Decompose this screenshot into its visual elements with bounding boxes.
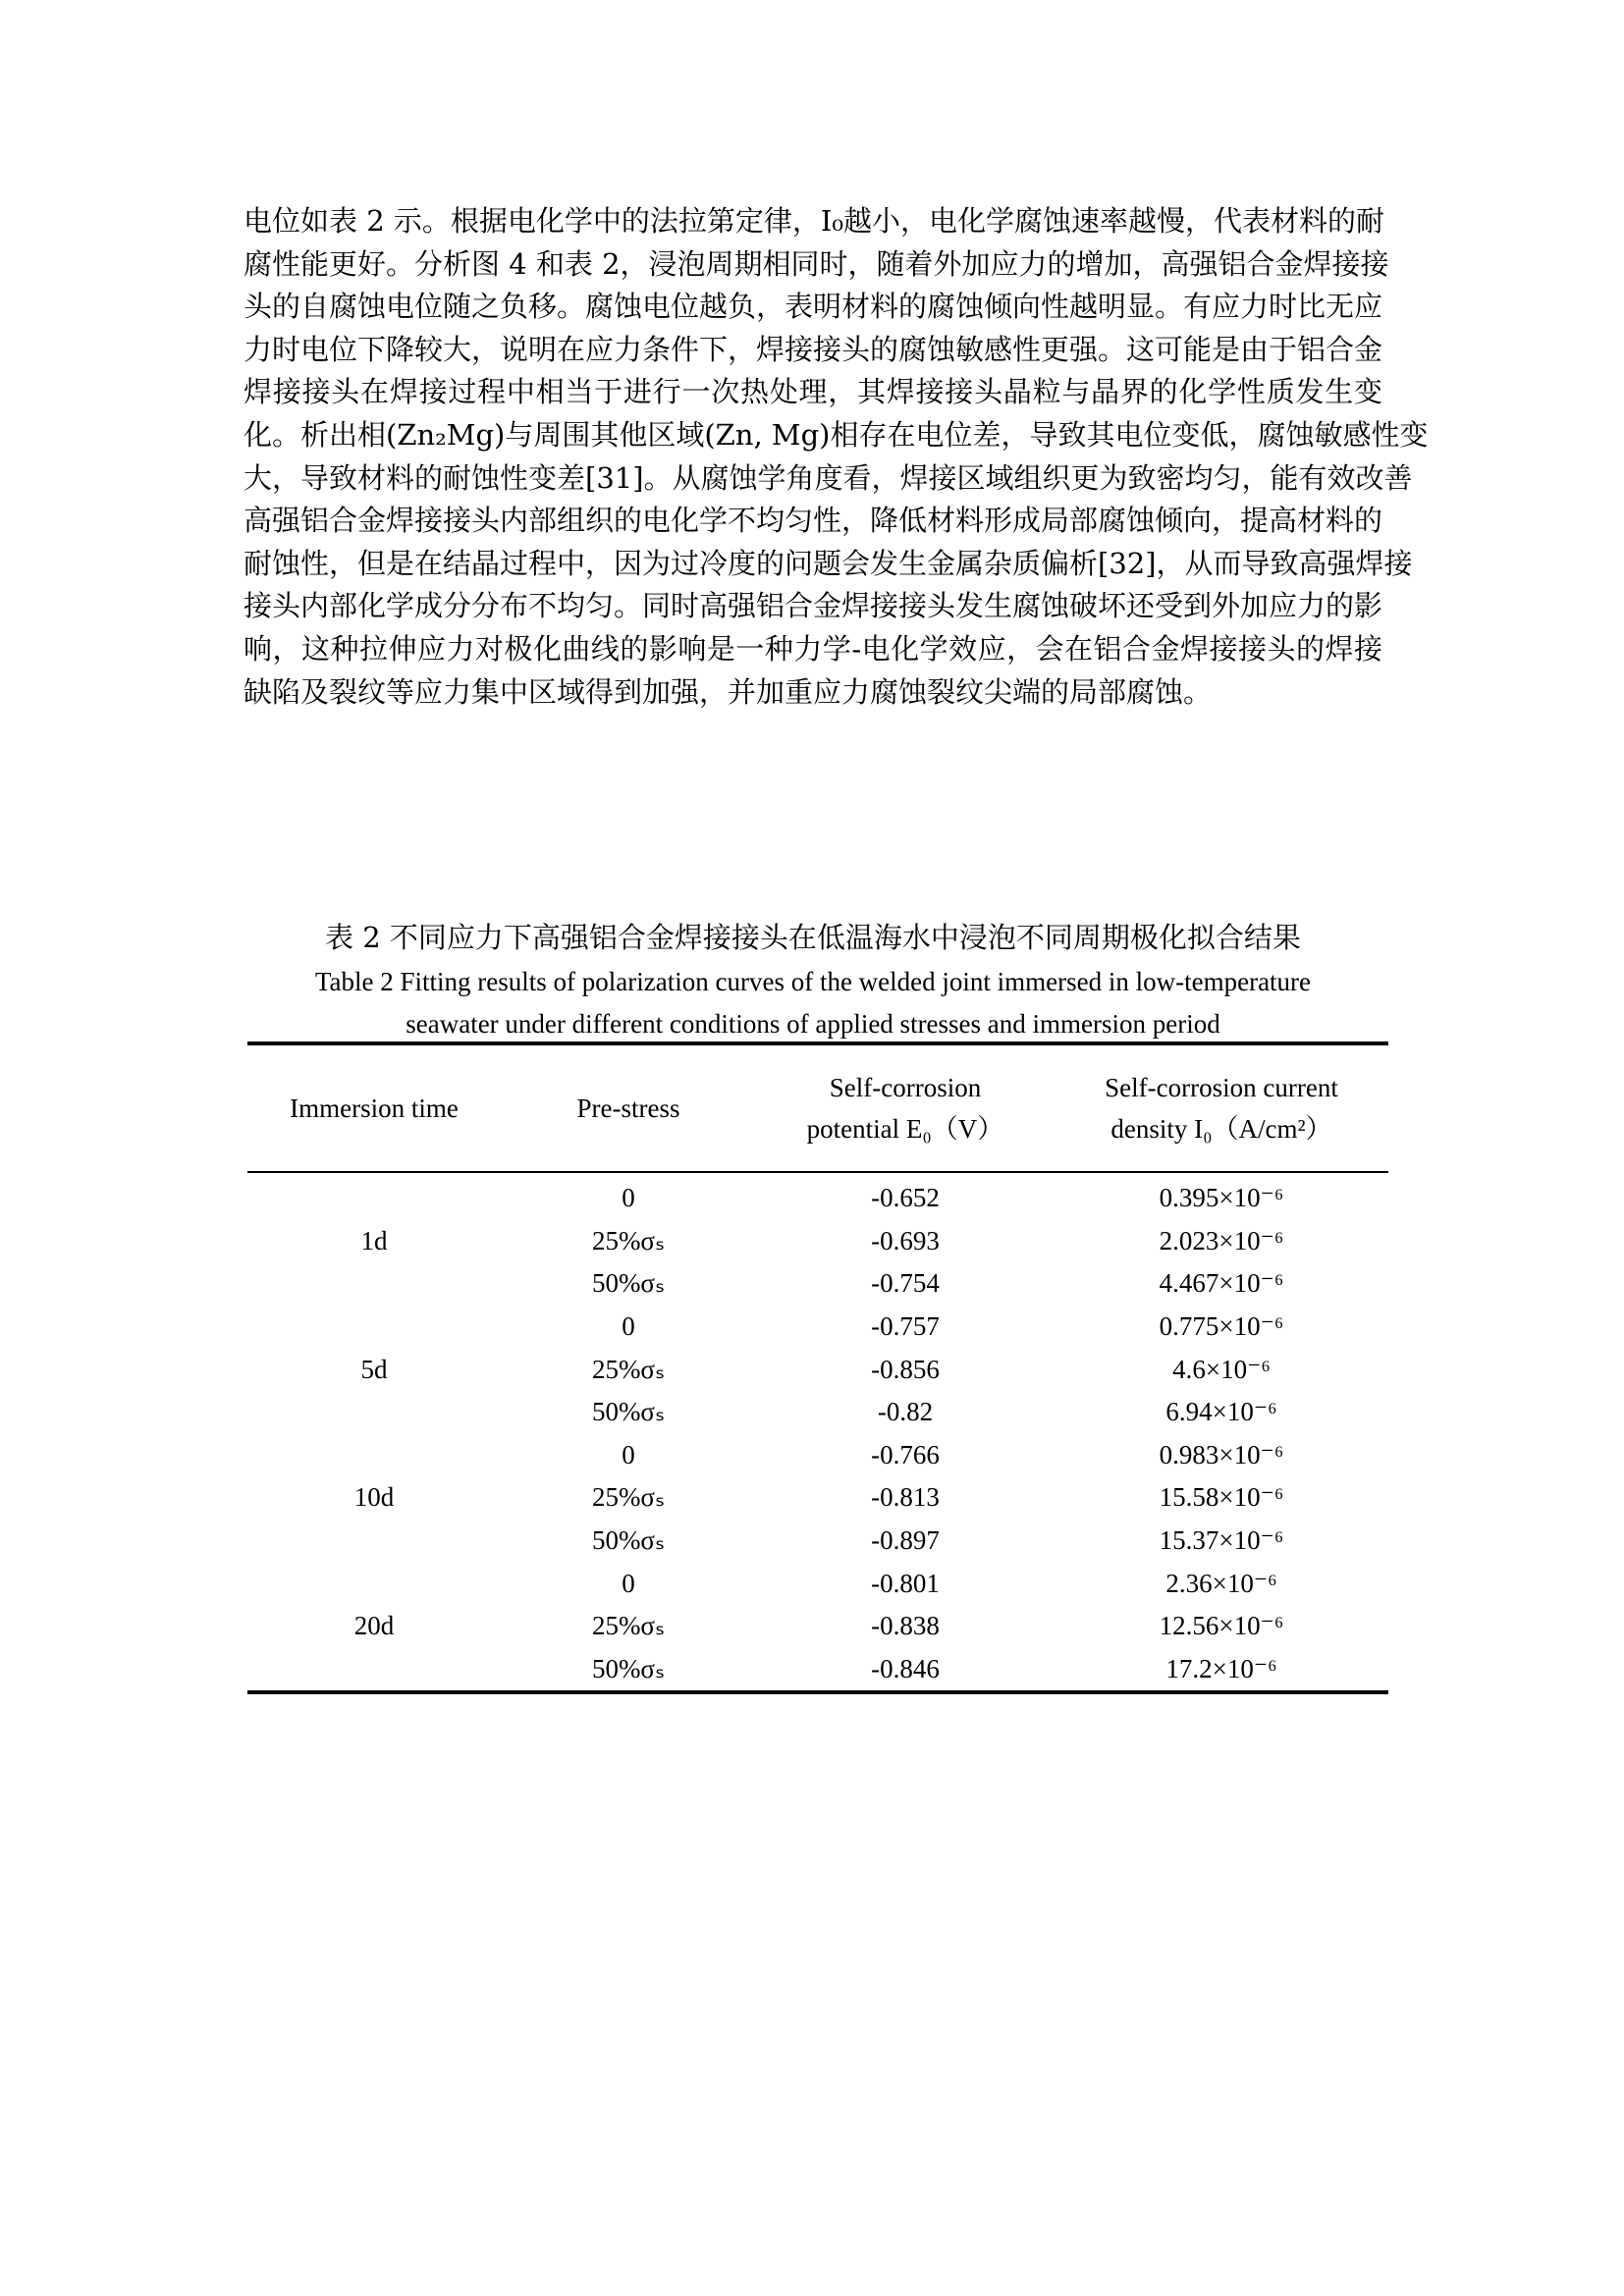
paragraph-line: 高强铝合金焊接接头内部组织的电化学不均匀性，降低材料形成局部腐蚀倾向，提高材料的 (244, 504, 1383, 538)
pre-stress-cell: 25%σₛ (591, 1225, 666, 1255)
potential-cell: -0.693 (871, 1225, 940, 1255)
current-density-cell: 12.56×10⁻⁶ (1159, 1611, 1284, 1641)
paragraph-line: 力时电位下降较大，说明在应力条件下，焊接接头的腐蚀敏感性更强。这可能是由于铝合金 (244, 332, 1383, 366)
header-pre-stress: Pre-stress (501, 1043, 756, 1172)
current-density-cell: 4.6×10⁻⁶ (1172, 1354, 1271, 1384)
potential-cell: -0.754 (871, 1268, 940, 1299)
pre-stress-cell: 0 (622, 1568, 635, 1598)
table-row (247, 1434, 1388, 1477)
immersion-time-cell: 10d (353, 1482, 395, 1513)
results-table (247, 1041, 1388, 1694)
immersion-time-cell: 20d (353, 1611, 395, 1641)
potential-cell: -0.82 (877, 1397, 934, 1427)
pre-stress-cell: 25%σₛ (591, 1611, 666, 1641)
paragraph-line: 耐蚀性，但是在结晶过程中，因为过冷度的问题会发生金属杂质偏析[32]，从而导致高强焊接 (244, 546, 1413, 580)
header-current-density (1055, 1043, 1388, 1172)
body-paragraph (244, 200, 1429, 714)
current-density-cell: 2.023×10⁻⁶ (1159, 1225, 1284, 1255)
potential-cell: -0.838 (871, 1611, 940, 1641)
paragraph-line: 焊接接头在焊接过程中相当于进行一次热处理，其焊接接头晶粒与晶界的化学性质发生变 (244, 375, 1382, 409)
caption-english-line: seawater under different conditions of applied stresses and immersion period (406, 1009, 1220, 1039)
table-row (247, 1306, 1388, 1349)
potential-cell: -0.757 (871, 1311, 940, 1342)
paragraph-line: 接头内部化学成分分布不均匀。同时高强铝合金焊接接头发生腐蚀破坏还受到外加应力的影 (244, 589, 1383, 623)
immersion-time-cell: 5d (360, 1354, 388, 1384)
paragraph-line: 化。析出相(Zn₂Mg)与周围其他区域(Zn, Mg)相存在电位差，导致其电位变低，腐蚀敏感性变 (244, 417, 1429, 452)
paragraph-line: 头的自腐蚀电位随之负移。腐蚀电位越负，表明材料的腐蚀倾向性越明显。有应力时比无应 (244, 290, 1383, 324)
potential-cell: -0.846 (871, 1653, 940, 1683)
header-immersion-time: Immersion time (247, 1043, 501, 1172)
header-current-line: Self-corrosion current (1105, 1073, 1338, 1102)
current-density-cell: 0.983×10⁻⁶ (1159, 1439, 1284, 1469)
table-caption-chinese: 表 2 不同应力下高强铝合金焊接接头在低温海水中浸泡不同周期极化拟合结果 (325, 921, 1301, 954)
paragraph-line: 缺陷及裂纹等应力集中区域得到加强，并加重应力腐蚀裂纹尖端的局部腐蚀。 (244, 674, 1213, 709)
header-potential (756, 1043, 1055, 1172)
current-density-cell: 2.36×10⁻⁶ (1165, 1568, 1277, 1598)
current-density-cell: 15.37×10⁻⁶ (1159, 1525, 1284, 1556)
current-density-cell: 6.94×10⁻⁶ (1165, 1397, 1277, 1427)
table-header-row (247, 1043, 1388, 1172)
potential-cell: -0.813 (871, 1482, 940, 1513)
pre-stress-cell: 50%σₛ (591, 1653, 666, 1683)
current-density-cell: 15.58×10⁻⁶ (1159, 1482, 1284, 1513)
potential-cell: -0.856 (871, 1354, 940, 1384)
potential-cell: -0.766 (871, 1439, 940, 1469)
pre-stress-cell: 25%σₛ (591, 1354, 666, 1384)
table-body (247, 1172, 1388, 1692)
current-density-cell: 0.395×10⁻⁶ (1159, 1183, 1284, 1213)
current-density-cell: 0.775×10⁻⁶ (1159, 1311, 1284, 1342)
potential-cell: -0.897 (871, 1525, 940, 1556)
header-potential-line: Self-corrosion (829, 1073, 982, 1102)
pre-stress-cell: 0 (622, 1439, 635, 1469)
paragraph-line: 响，这种拉伸应力对极化曲线的影响是一种力学-电化学效应，会在铝合金焊接接头的焊接 (244, 631, 1382, 666)
paragraph-line: 大，导致材料的耐蚀性变差[31]。从腐蚀学角度看，焊接区域组织更为致密均匀，能有效改善 (244, 460, 1413, 495)
pre-stress-cell: 0 (622, 1183, 635, 1213)
table-row (247, 1172, 1388, 1220)
pre-stress-cell: 50%σₛ (591, 1525, 666, 1556)
caption-english-line: Table 2 Fitting results of polarization curves of the welded joint immersed in low-temperature (314, 967, 1312, 996)
pre-stress-cell: 25%σₛ (591, 1482, 666, 1513)
header-potential-line: potential E₀（V） (806, 1114, 1004, 1144)
pre-stress-cell: 0 (622, 1311, 635, 1342)
potential-cell: -0.652 (871, 1183, 940, 1213)
table-row (247, 1562, 1388, 1605)
potential-cell: -0.801 (871, 1568, 940, 1598)
header-current-line: density I₀（A/cm²） (1110, 1114, 1332, 1144)
current-density-cell: 17.2×10⁻⁶ (1165, 1653, 1277, 1683)
paragraph-line: 腐性能更好。分析图 4 和表 2，浸泡周期相同时，随着外加应力的增加，高强铝合金焊接接 (244, 246, 1389, 281)
pre-stress-cell: 50%σₛ (591, 1268, 666, 1299)
immersion-time-cell: 1d (360, 1225, 388, 1255)
table-caption-english (244, 961, 1382, 1045)
current-density-cell: 4.467×10⁻⁶ (1159, 1268, 1284, 1299)
paragraph-line: 电位如表 2 示。根据电化学中的法拉第定律，I₀越小，电化学腐蚀速率越慢，代表材料的耐 (244, 204, 1384, 238)
pre-stress-cell: 50%σₛ (591, 1397, 666, 1427)
